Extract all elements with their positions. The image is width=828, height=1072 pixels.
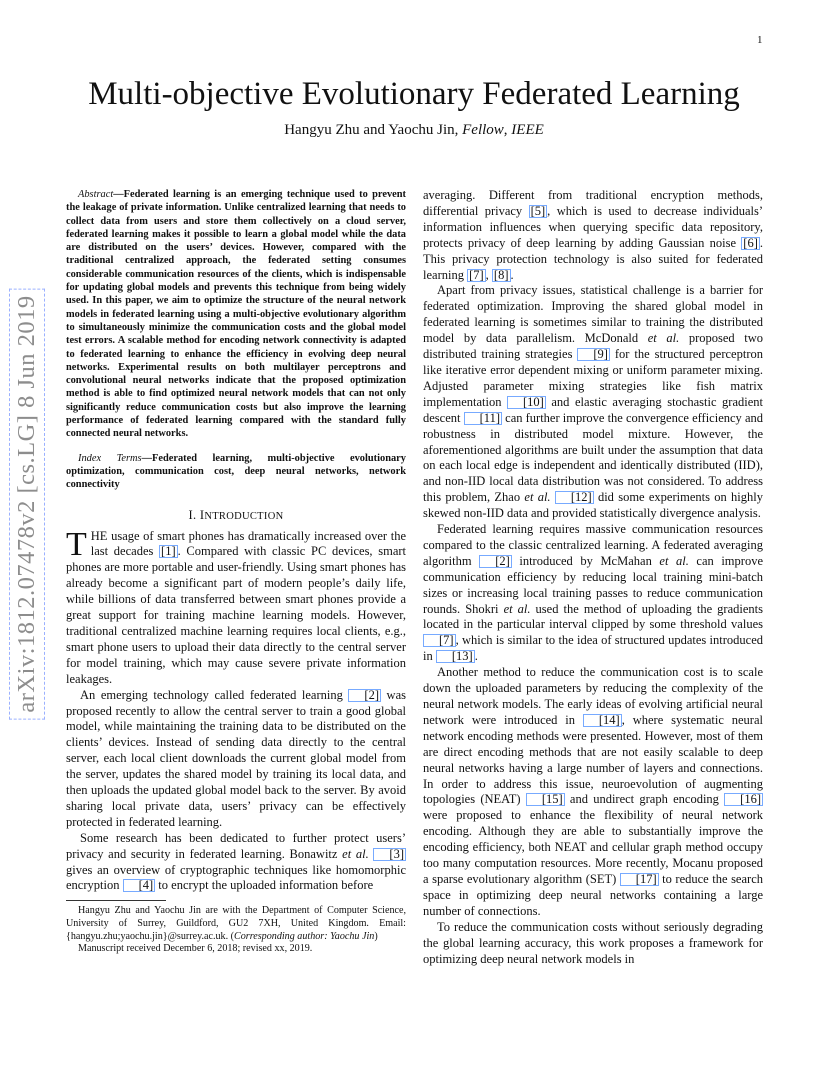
text-run: did some experiments on highly skewed non-IID data and provided statistically divergence analysis. [423, 490, 763, 521]
text-run: . [474, 649, 478, 664]
text-run: . Compared with classic PC devices, smart phones are more portable and user-friendly. Using smart phones has already become a significant part of modern people’s daily life, while billions of data transferred between smart phones provide a great support for training machine learning models. However, traditional centralized machine learning requires local clients, e.g., smart phone users to upload their data directly to the central server for model training, which may cause severe private information leakages. [66, 544, 406, 686]
paper-title: Multi-objective Evolutionary Federated Learning [88, 76, 740, 112]
authors-line [0, 122, 828, 139]
paragraph [66, 831, 406, 895]
index-terms [66, 452, 406, 492]
abstract-label: Abstract [78, 189, 114, 200]
text-run: An emerging technology called federated learning [80, 687, 349, 702]
text-run: and undirect graph encoding [564, 792, 725, 807]
citation-link[interactable]: [14] [583, 714, 622, 727]
text-run: HE usage of smart phones has dramatically increased over the last decades [90, 528, 406, 559]
paragraph: To reduce the communication costs without seriously degrading the global learning accuracy, this work proposes a framework for optimizing deep neural network models in [423, 919, 763, 966]
text-run: introduced by McMahan [511, 553, 660, 568]
footnote-rule [66, 900, 166, 901]
text-run: et al. [503, 601, 531, 616]
paragraph [66, 525, 406, 688]
paragraph [423, 665, 763, 920]
text-run: , [485, 267, 492, 282]
section-heading-introduction [66, 508, 406, 523]
text-run: to encrypt the uploaded information before [155, 878, 374, 893]
arxiv-sidebar[interactable] [6, 268, 48, 740]
text-run: Apart from privacy issues, statistical challenge is a barrier for federated optimization. Improving the shared global model in federated learning is sometimes similar to training the distributed model by data parallelism. McDonald [423, 283, 763, 346]
text-run: . [510, 267, 514, 282]
author-footnote [66, 905, 406, 943]
manuscript-footnote: Manuscript received December 6, 2018; revised xx, 2019. [78, 943, 313, 955]
paragraph [66, 688, 406, 831]
text-run: proposed two distributed training strategies [423, 331, 764, 362]
author-names: Hangyu Zhu and Yaochu Jin, [284, 122, 463, 138]
text-run: et al. [659, 553, 689, 568]
text-run: Corresponding author: Yaochu Jin [234, 930, 375, 942]
text-run: used the method of uploading the gradients located in the particular interval clipped by some threshold values [423, 601, 763, 632]
text-run: ) [374, 930, 378, 942]
citation-link[interactable]: [7] [469, 267, 484, 282]
citation-link[interactable]: [2] [348, 689, 381, 702]
text-run: Hangyu Zhu and Yaochu Jin are with the Department of Computer Science, University of Surrey, Guildford, GU2 7XH, United Kingdom. Email: {hangyu.zhu;yaochu.jin}@surrey.ac.uk. ( [66, 905, 406, 942]
paragraph [423, 283, 763, 522]
text-run: et al. [647, 331, 680, 346]
index-terms-label: Index Terms [78, 452, 142, 464]
text-run: Federated learning requires massive communication resources compared to the classic centralized learning. A federated averaging algorithm [423, 522, 763, 568]
citation-link[interactable]: [10] [507, 396, 546, 409]
citation-link[interactable]: [4] [123, 879, 156, 892]
author-org: IEEE [511, 122, 544, 138]
text-run: et al. [524, 490, 551, 505]
text-run: can improve communication efficiency by reducing local training mini-batch sizes or increasing local training passes to reduce communication rounds. Shokri [423, 553, 763, 616]
citation-link[interactable]: [15] [526, 793, 565, 806]
section-cap: I [199, 507, 205, 522]
text-run: , which is used to decrease individuals’ information influences when querying specific data repository, protects privacy of deep learning by adding Gaussian noise [423, 203, 763, 250]
left-column [66, 188, 406, 956]
text-run: to reduce the search space in optimizing deep neural networks containing a large number of connections. [423, 871, 763, 918]
section-numeral: I. [188, 507, 200, 522]
author-fellow: Fellow [462, 122, 504, 138]
citation-link[interactable]: [1] [161, 544, 176, 559]
text-run: was proposed recently to allow the central server to train a good global model, while maintaining the training data to be distributed on the clients’ devices. Instead of sending data directly to the central server, each local client downloads the current global model from the server, updates the shared model by training its local data, and then uploads the updated global model back to the server. By avoid sharing local private data, users’ privacy can be effectively protected in federated learning. [66, 687, 406, 829]
text-run: Another method to reduce the communication cost is to scale down the uploaded parameters by reducing the complexity of the neural network models. The early ideas of evolving artificial neural network were introduced in [423, 665, 763, 727]
text-run: , where systematic neural network encoding methods were presented. However, most of them are direct encoding methods that are not easily scalable to deep neural networks having a large number of layers and connections. In order to address this issue, neuroevolution of augmenting topologies (NEAT) [423, 712, 763, 807]
text-run: were proposed to enhance the flexibility of neural network encoding. Although they are able to substantially improve the encoding efficiency, both NEAT and cellular graph method occupy too many computation resources. More recently, Mocanu proposed a sparse evolutionary algorithm (SET) [423, 808, 763, 886]
text-run: , which is similar to the idea of structured updates introduced in [423, 633, 763, 664]
citation-link[interactable]: [17] [620, 873, 659, 886]
text-run: gives an overview of cryptographic techniques like homomorphic encryption [66, 862, 406, 893]
text-run: for the structured perceptron like iterative error dependent mixing or uniform parameter mixing. Adjusted parameter mixing strategies like fish matrix implementation [423, 347, 763, 409]
citation-link[interactable]: [3] [373, 848, 406, 861]
paragraph [423, 522, 763, 665]
citation-link[interactable]: [7] [423, 634, 456, 647]
citation-link[interactable]: [5] [530, 203, 546, 218]
citation-link[interactable]: [8] [493, 267, 509, 282]
section-rest: NTRODUCTION [204, 510, 284, 522]
citation-link[interactable]: [9] [577, 348, 610, 361]
text-run: can further improve the convergence efficiency and robustness in distributed model mixture. However, the aforementioned algorithms are built under the assumption that data on each local edge is independent and identically distributed (IID), and non-IID local data distribution was not considered. To address this problem, Zhao [423, 410, 763, 505]
citation-link[interactable]: [11] [464, 412, 502, 425]
index-terms-text: —Federated learning, multi-objective evolutionary optimization, communication cost, deep neural networks, network connectivity [66, 452, 406, 491]
abstract-text: —Federated learning is an emerging technique used to prevent the leakage of private information. Unlike centralized learning that needs to collect data from users and store them collectively on a cloud server, federated learning makes it possible to learn a global model while the data are distributed on the users’ devices. However, compared with the traditional centralized approach, the federated setting consumes considerable communication resources of the clients, which is indispensable for updating global models and prevents this technique from being widely used. In this paper, we aim to optimize the structure of the neural network models in federated learning using a multi-objective evolutionary algorithm to simultaneously minimize the communication costs and the global model test errors. A scalable method for encoding network connectivity is adapted to federated learning to enhance the efficiency in evolving deep neural networks. Experimental results on both multilayer perceptrons and convolutional neural networks indicate that the proposed optimization method is able to find optimized neural network models that can not only significantly reduce communication costs but also improve the learning performance of federated learning compared with the standard fully connected neural networks. [66, 189, 406, 440]
citation-link[interactable]: [12] [555, 491, 594, 504]
citation-link[interactable]: [6] [743, 235, 758, 250]
text-run: and elastic averaging stochastic gradient descent [423, 394, 763, 425]
dropcap: T [66, 525, 87, 563]
citation-link[interactable]: [16] [724, 793, 763, 806]
right-column [423, 188, 763, 967]
text-run: et al. [342, 846, 369, 861]
abstract [66, 188, 406, 441]
page-number: 1 [757, 34, 763, 46]
paragraph [423, 188, 763, 283]
author-sep: , [503, 122, 512, 138]
text-run: averaging. Different from traditional encryption methods, differential privacy [423, 188, 763, 218]
text-run: . This privacy protection technology is also suited for federated learning [423, 235, 763, 282]
arxiv-identifier-link[interactable]: arXiv:1812.07478v2 [cs.LG] 8 Jun 2019 [9, 288, 45, 719]
text-run: Some research has been dedicated to further protect users’ privacy and security in federated learning. Bonawitz [66, 830, 406, 861]
citation-link[interactable]: [13] [436, 650, 475, 663]
citation-link[interactable]: [2] [479, 555, 512, 568]
